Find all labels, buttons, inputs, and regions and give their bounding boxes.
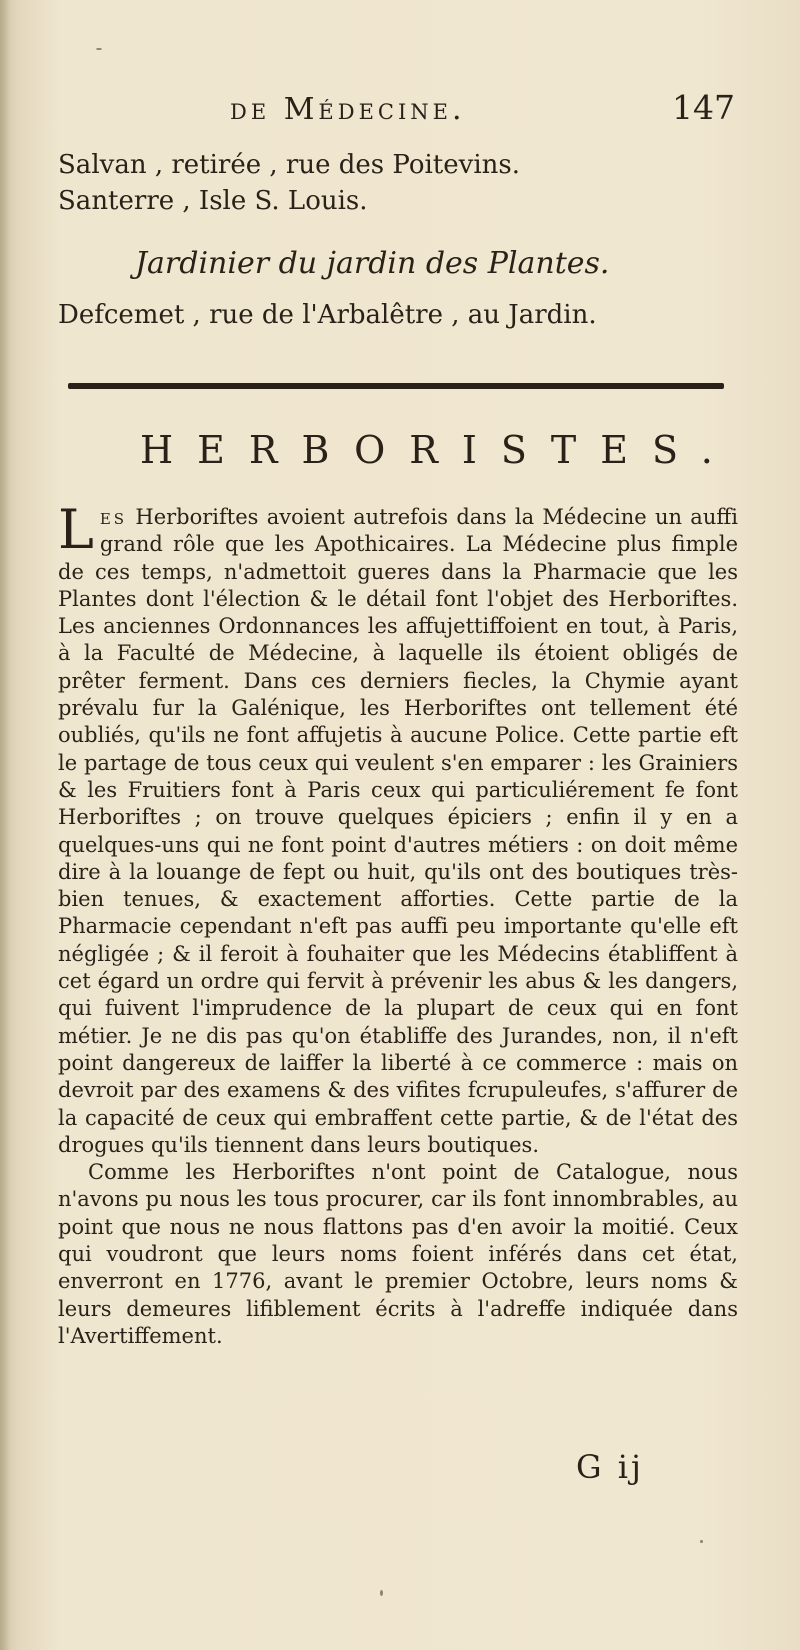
page-gutter bbox=[0, 0, 10, 1650]
paper-speck bbox=[380, 1590, 383, 1596]
subheading-entry: Defcemet , rue de l'Arbalêtre , au Jardin. bbox=[58, 300, 597, 330]
entry-line: Salvan , retirée , rue des Poitevins. bbox=[58, 150, 520, 180]
paper-speck bbox=[96, 48, 102, 50]
signature-mark: G ij bbox=[576, 1448, 644, 1486]
page-number: 147 bbox=[672, 88, 735, 127]
subheading: Jardinier du jardin des Plantes. bbox=[135, 246, 610, 281]
body-text bbox=[58, 498, 738, 1350]
section-rule bbox=[68, 383, 724, 389]
lead-in: es bbox=[99, 505, 128, 529]
paragraph-1 bbox=[58, 498, 738, 1159]
entry-line: Santerre , Isle S. Louis. bbox=[58, 186, 368, 216]
paragraph-1-text: Herboriftes avoient autrefois dans la Médecine un auffi grand rôle que les Apothicaires. La Médecine plus fimple de ces temps, n'admettoit gueres dans la Pharmacie que les Plantes dont l'élection & le détail font l'objet des Herboriftes. Les anciennes Ordonnances les affujettiffoient en tout, à Paris, à la Faculté de Médecine, à laquelle ils étoient obligés de prêter ferment. Dans ces derniers fiecles, la Chymie ayant prévalu fur la Galénique, les Herboriftes ont tellement été oubliés, qu'ils ne font affujetis à aucune Police. Cette partie eft le partage de tous ceux qui veulent s'en emparer : les Grainiers & les Fruitiers font à Paris ceux qui particuliérement fe font Herboriftes ; on trouve quelques épiciers ; enfin il y en a quelques-uns qui ne font point d'autres métiers : on doit même dire à la louange de fept ou huit, qu'ils ont des boutiques très-bien tenues, & exactement afforties. Cette partie de la Pharmacie cependant n'eft pas auffi peu importante qu'elle eft négligée ; & il feroit à fouhaiter que les Médecins établiffent à cet égard un ordre qui fervit à prévenir les abus & les dangers, qui fuivent l'imprudence de la plupart de ceux qui en font métier. Je ne dis pas qu'on établiffe des Jurandes, non, il n'eft point dangereux de laiffer la liberté à ce commerce : mais on devroit par des examens & des vifites fcrupuleufes, s'affurer de la capacité de ceux qui embraffent cette partie, & de l'état des drogues qu'ils tiennent dans leurs boutiques. bbox=[58, 505, 738, 1157]
running-title: de Médecine. bbox=[230, 92, 466, 127]
section-title: HERBORISTES. bbox=[140, 428, 737, 472]
drop-cap: L bbox=[58, 498, 94, 561]
paragraph-2: Comme les Herboriftes n'ont point de Catalogue, nous n'avons pu nous les tous procurer, car ils font innombrables, au point que nous ne nous flattons pas d'en avoir la moitié. Ceux qui voudront que leurs noms foient inférés dans cet état, enverront en 1776, avant le premier Octobre, leurs noms & leurs demeures lifiblement écrits à l'adreffe indiquée dans l'Avertiffement. bbox=[58, 1160, 738, 1348]
paper-speck bbox=[700, 1540, 703, 1543]
